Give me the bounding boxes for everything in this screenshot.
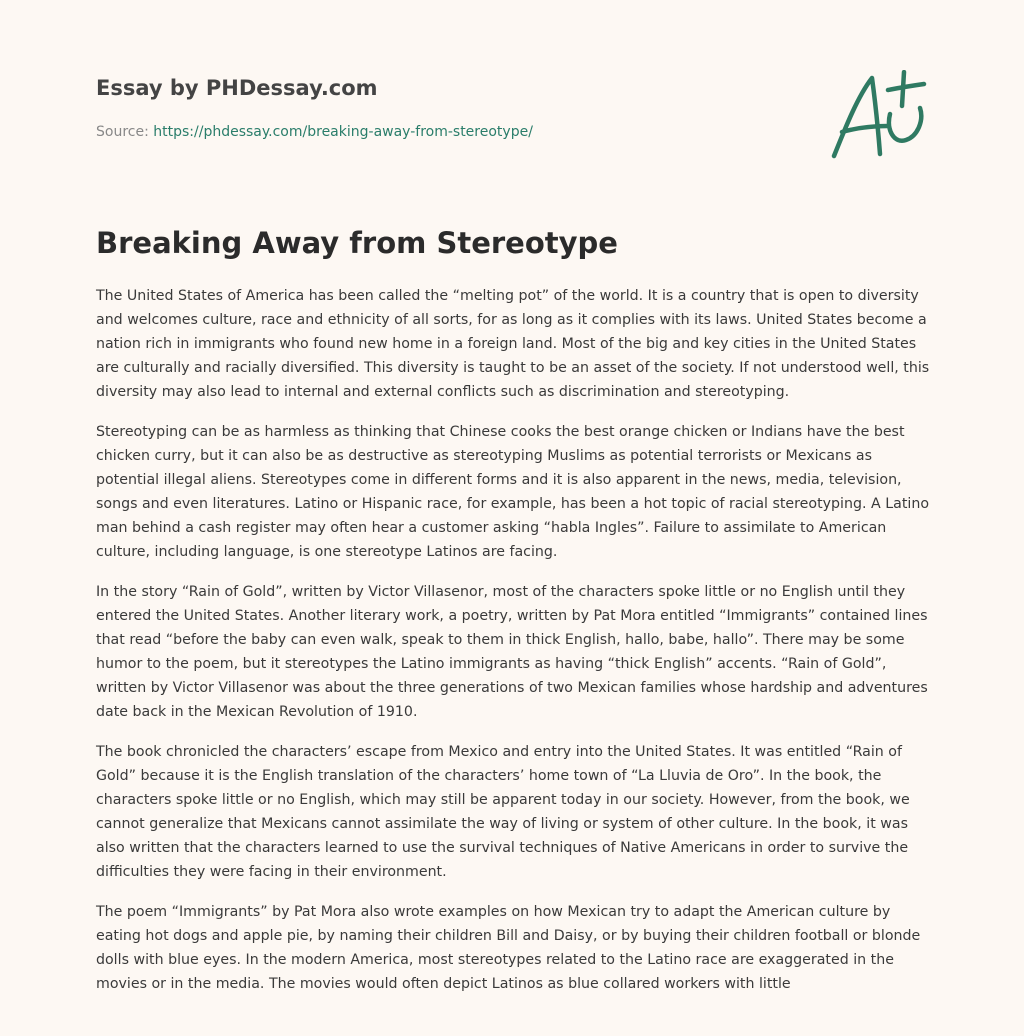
- source-label: Source:: [96, 124, 149, 140]
- site-title: Essay by PHDessay.com: [96, 76, 378, 100]
- essay-paragraph: The book chronicled the characters’ escape from Mexico and entry into the United States. It was entitled “Rain of Gold” because it is the English translation of the characters’ home town of “La Lluvia de Oro”. In the book, the characters spoke little or no English, which may still be apparent today in our society. However, from the book, we cannot generalize that Mexicans cannot assimilate the way of living or system of other culture. In the book, it was also written that the characters learned to use the survival techniques of Native Americans in order to survive the difficulties they were facing in their environment.: [96, 744, 910, 880]
- essay-title: Breaking Away from Stereotype: [96, 226, 618, 260]
- a-plus-logo-icon: [828, 70, 928, 162]
- essay-paragraph: The poem “Immigrants” by Pat Mora also wrote examples on how Mexican try to adapt the American culture by eating hot dogs and apple pie, by naming their children Bill and Daisy, or by buying their children football or blonde dolls with blue eyes. In the modern America, most stereotypes related to the Latino race are exaggerated in the movies or in the media. The movies would often depict Latinos as blue collared workers with little: [96, 904, 921, 992]
- page-header: [96, 72, 928, 172]
- essay-paragraph: The United States of America has been called the “melting pot” of the world. It is a country that is open to diversity and welcomes culture, race and ethnicity of all sorts, for as long as it complies with its laws. United States become a nation rich in immigrants who found new home in a foreign land. Most of the big and key cities in the United States are culturally and racially diversified. This diversity is taught to be an asset of the society. If not understood well, this diversity may also lead to internal and external conflicts such as discrimination and stereotyping.: [96, 288, 930, 400]
- essay-body: [96, 284, 934, 1012]
- essay-paragraph: In the story “Rain of Gold”, written by Victor Villasenor, most of the characters spoke little or no English until they entered the United States. Another literary work, a poetry, written by Pat Mora entitled “Immigrants” contained lines that read “before the baby can even walk, speak to them in thick English, hallo, babe, hallo”. There may be some humor to the poem, but it stereotypes the Latino immigrants as having “thick English” accents. “Rain of Gold”, written by Victor Villasenor was about the three generations of two Mexican families whose hardship and adventures date back in the Mexican Revolution of 1910.: [96, 584, 928, 720]
- essay-paragraph: Stereotyping can be as harmless as thinking that Chinese cooks the best orange chicken or Indians have the best chicken curry, but it can also be as destructive as stereotyping Muslims as potential terrorists or Mexicans as potential illegal aliens. Stereotypes come in different forms and it is also apparent in the news, media, television, songs and even literatures. Latino or Hispanic race, for example, has been a hot topic of racial stereotyping. A Latino man behind a cash register may often hear a customer asking “habla Ingles”. Failure to assimilate to American culture, including language, is one stereotype Latinos are facing.: [96, 424, 930, 560]
- source-link[interactable]: https://phdessay.com/breaking-away-from-stereotype/: [153, 124, 533, 140]
- source-line: [96, 124, 533, 140]
